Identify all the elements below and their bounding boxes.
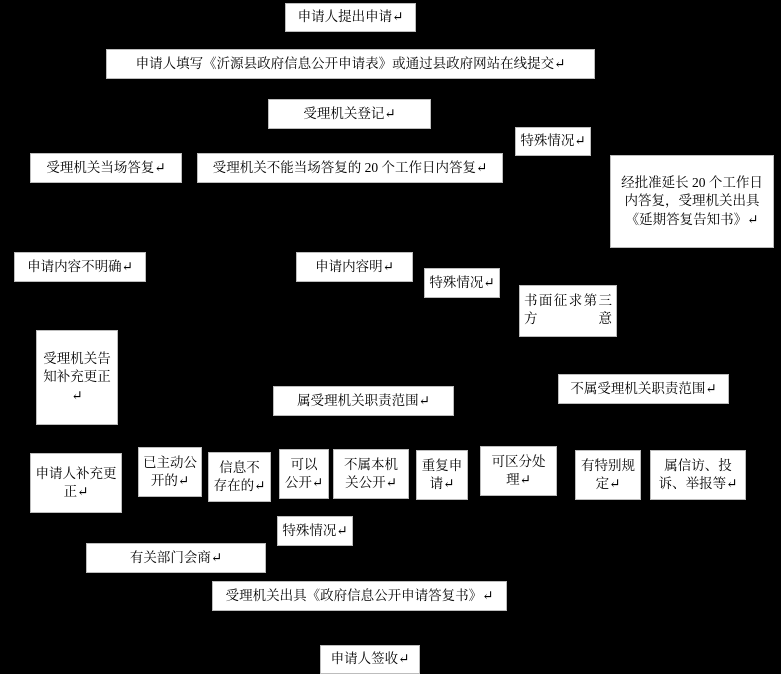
flowchart-node: 不属本机关公开↵ (333, 449, 409, 499)
flowchart-node: 有关部门会商↵ (86, 543, 266, 573)
flowchart-node: 受理机关不能当场答复的 20 个工作日内答复↵ (197, 153, 503, 183)
flowchart-node: 不属受理机关职责范围↵ (558, 374, 729, 404)
flowchart-node: 受理机关告知补充更正↵ (36, 330, 118, 425)
flowchart-node: 特殊情况↵ (277, 516, 353, 546)
flowchart-node: 申请人填写《沂源县政府信息公开申请表》或通过县政府网站在线提交↵ (106, 49, 595, 79)
flowchart-node: 可以公开↵ (279, 449, 329, 499)
flowchart-node: 有特别规定↵ (575, 450, 641, 500)
flowchart-node: 受理机关出具《政府信息公开申请答复书》↵ (212, 581, 507, 611)
flowchart-node: 申请人签收↵ (320, 645, 420, 674)
flowchart-node: 已主动公开的↵ (138, 447, 202, 497)
flowchart-node: 受理机关登记↵ (268, 99, 431, 129)
flowchart-node: 属受理机关职责范围↵ (273, 386, 454, 416)
flowchart-node: 申请内容明↵ (296, 252, 413, 282)
flowchart-node: 特殊情况↵ (515, 127, 591, 156)
flowchart-node: 申请内容不明确↵ (14, 252, 146, 282)
flowchart-node: 重复申请↵ (416, 450, 468, 500)
flowchart-node: 可区分处理↵ (480, 446, 557, 496)
flowchart-node: 信息不存在的↵ (208, 452, 271, 502)
flowchart-node: 书面征求第三方意 (519, 285, 617, 337)
flowchart-node: 申请人提出申请↵ (285, 3, 416, 32)
flowchart-node: 属信访、投诉、举报等↵ (650, 450, 746, 500)
flowchart-node: 特殊情况↵ (424, 268, 500, 298)
flowchart-node: 经批准延长 20 个工作日内答复，受理机关出具《延期答复告知书》↵ (610, 155, 774, 248)
flowchart-node: 申请人补充更正↵ (30, 453, 122, 513)
flowchart-node: 受理机关当场答复↵ (30, 153, 182, 183)
